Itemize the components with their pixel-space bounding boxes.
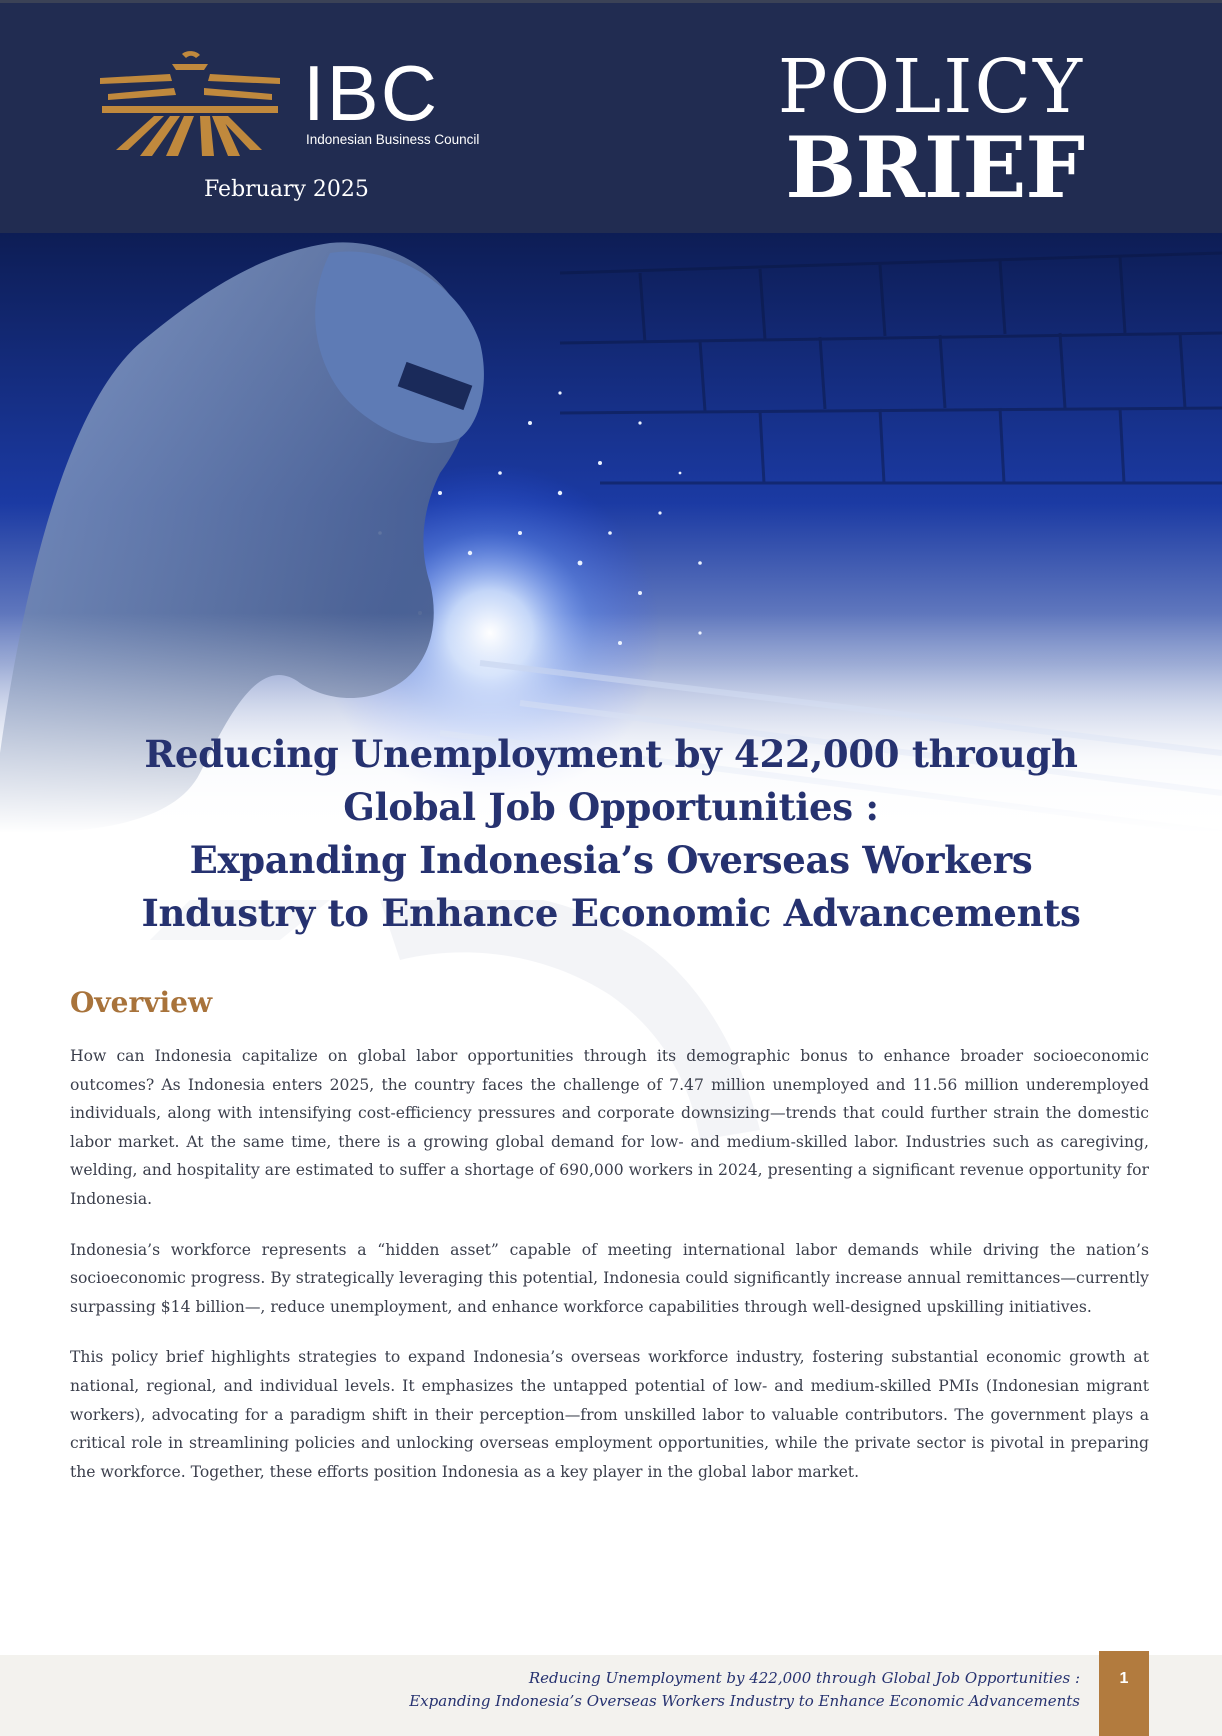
overview-heading: Overview	[70, 986, 213, 1019]
page-footer	[0, 1655, 1222, 1736]
top-rule	[0, 0, 1222, 3]
header-band	[0, 0, 1222, 233]
page-number-badge: 1	[1099, 1651, 1149, 1736]
brief-label: BRIEF	[785, 118, 1084, 217]
policy-label: POLICY	[777, 44, 1084, 130]
title-line-3: Expanding Indonesia’s Overseas Workers	[189, 838, 1033, 882]
footer-line-2: Expanding Indonesia’s Overseas Workers Industry to Enhance Economic Advancements	[409, 1692, 1080, 1710]
title-line-2: Global Job Opportunities :	[343, 785, 879, 829]
title-line-1: Reducing Unemployment by 422,000 through	[144, 732, 1078, 776]
overview-paragraph-2: Indonesia’s workforce represents a “hidden asset” capable of meeting international labor demands while driving the nation’s socioeconomic progress. By strategically leveraging this potential, Indonesia could significantly increase annual remittances—currently surpassing $14 billion—, reduce unemployment, and enhance workforce capabilities through well-designed upskilling initiatives.	[70, 1240, 1149, 1316]
footer-running-title	[409, 1667, 1080, 1713]
logo-subtitle: Indonesian Business Council	[306, 132, 480, 147]
overview-paragraph-3: This policy brief highlights strategies to expand Indonesia’s overseas workforce industry, fostering substantial economic growth at national, regional, and individual levels. It emphasizes the untapped potential of low- and medium-skilled PMIs (Indonesian migrant workers), advocating for a paradigm shift in their perception—from unskilled labor to valuable contributors. The government plays a critical role in streamlining policies and unlocking overseas employment opportunities, while the private sector is pivotal in preparing the workforce. Together, these efforts position Indonesia as a key player in the global labor market.	[70, 1348, 1149, 1481]
ibc-logo	[100, 48, 500, 158]
overview-body	[70, 1042, 1149, 1508]
title-line-4: Industry to Enhance Economic Advancements	[141, 891, 1081, 935]
document-title	[60, 728, 1162, 940]
ibc-logo-mark-icon	[100, 50, 280, 156]
overview-paragraph-1: How can Indonesia capitalize on global labor opportunities through its demographic bonus to enhance broader socioeconomic outcomes? As Indonesia enters 2025, the country faces the challenge of 7.47 million unemployed and 11.56 million underemployed individuals, along with intensifying cost-efficiency pressures and corporate downsizing—trends that could further strain the domestic labor market. At the same time, there is a growing global demand for low- and medium-skilled labor. Industries such as caregiving, welding, and hospitality are estimated to suffer a shortage of 690,000 workers in 2024, presenting a significant revenue opportunity for Indonesia.	[70, 1047, 1149, 1208]
footer-line-1: Reducing Unemployment by 422,000 through Global Job Opportunities :	[528, 1669, 1080, 1687]
publication-date: February 2025	[204, 177, 369, 202]
logo-text: IBC	[303, 49, 440, 137]
